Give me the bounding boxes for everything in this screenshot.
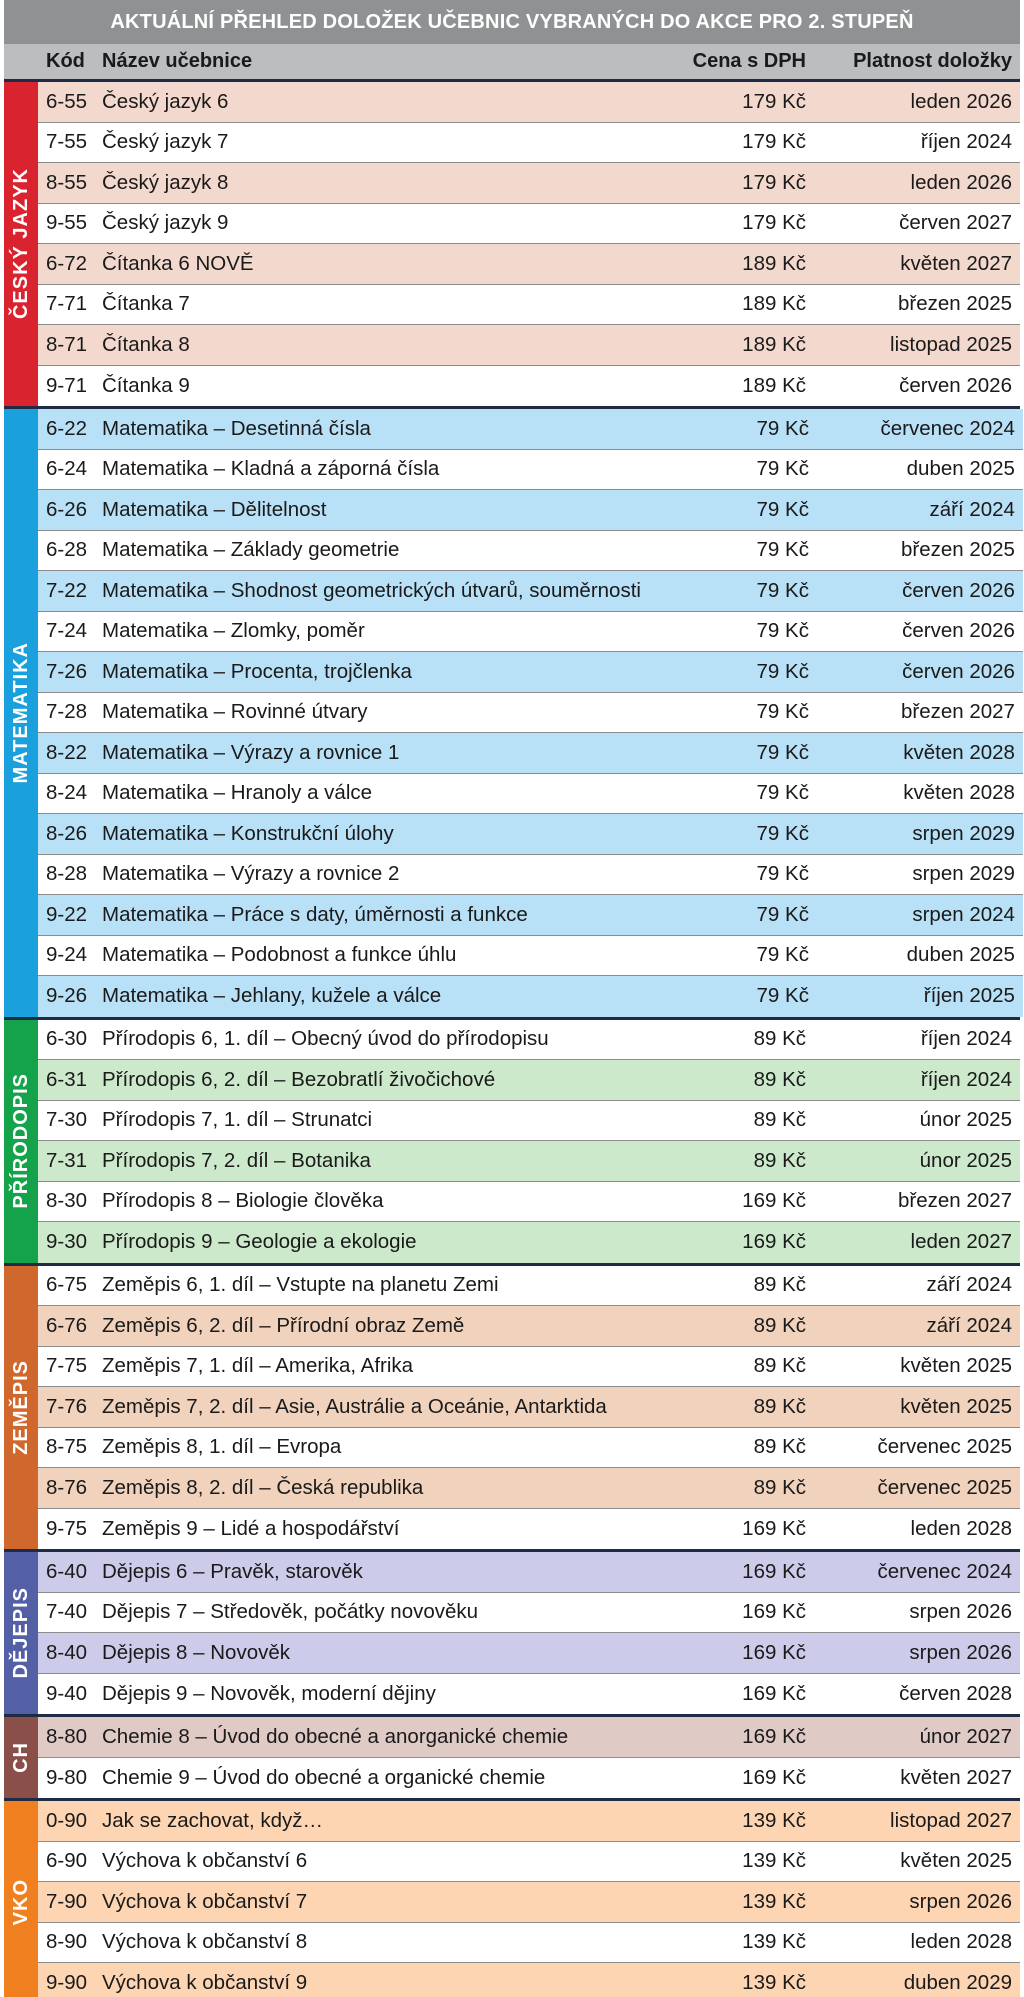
cell-price: 89 Kč xyxy=(753,1273,806,1297)
cell-price: 169 Kč xyxy=(742,1600,806,1624)
cell-name: Matematika – Konstrukční úlohy xyxy=(102,821,394,845)
cell-code: 6-40 xyxy=(46,1559,88,1583)
cell-name: Přírodopis 9 – Geologie a ekologie xyxy=(102,1230,417,1254)
cell-name: Dějepis 7 – Středověk, počátky novověku xyxy=(102,1600,479,1624)
section-label-text: MATEMATIKA xyxy=(9,642,32,784)
cell-code: 8-55 xyxy=(46,170,88,194)
cell-validity: duben 2025 xyxy=(906,943,1015,967)
cell-validity: září 2024 xyxy=(926,1313,1012,1337)
cell-name: Zeměpis 7, 1. díl – Amerika, Afrika xyxy=(102,1354,414,1378)
section-rows xyxy=(38,1266,1020,1550)
cell-name: Zeměpis 8, 1. díl – Evropa xyxy=(102,1435,342,1459)
table-row xyxy=(38,1801,1020,1842)
cell-code: 6-90 xyxy=(46,1849,88,1873)
cell-code: 6-31 xyxy=(46,1067,88,1091)
cell-validity: červen 2027 xyxy=(899,211,1012,235)
cell-price: 189 Kč xyxy=(742,373,806,397)
table-row xyxy=(38,244,1020,285)
table-row xyxy=(38,1633,1020,1674)
table-row xyxy=(38,1347,1020,1388)
section-label-text: ČESKÝ JAZYK xyxy=(9,168,32,320)
cell-code: 7-28 xyxy=(46,700,88,724)
table-row xyxy=(38,652,1023,693)
table-row xyxy=(38,163,1020,204)
cell-validity: říjen 2024 xyxy=(920,1067,1012,1091)
cell-price: 79 Kč xyxy=(756,902,809,926)
table-row xyxy=(38,1428,1020,1469)
cell-code: 7-24 xyxy=(46,619,88,643)
cell-code: 8-75 xyxy=(46,1435,88,1459)
cell-validity: červen 2026 xyxy=(902,659,1015,683)
cell-name: Matematika – Základy geometrie xyxy=(102,538,400,562)
cell-name: Čítanka 8 xyxy=(102,332,190,356)
cell-price: 79 Kč xyxy=(756,984,809,1008)
cell-price: 89 Kč xyxy=(753,1354,806,1378)
cell-code: 7-40 xyxy=(46,1600,88,1624)
cell-price: 169 Kč xyxy=(742,1640,806,1664)
table-row xyxy=(38,814,1023,855)
cell-validity: červenec 2025 xyxy=(877,1435,1012,1459)
cell-name: Přírodopis 7, 2. díl – Botanika xyxy=(102,1148,371,1172)
cell-price: 89 Kč xyxy=(753,1148,806,1172)
cell-price: 79 Kč xyxy=(756,538,809,562)
section-label xyxy=(4,1266,38,1550)
cell-validity: leden 2026 xyxy=(910,89,1012,113)
cell-name: Zeměpis 9 – Lidé a hospodářství xyxy=(102,1516,400,1540)
cell-validity: duben 2025 xyxy=(906,457,1015,481)
cell-price: 79 Kč xyxy=(756,862,809,886)
header-name: Název učebnice xyxy=(102,50,253,72)
cell-code: 9-90 xyxy=(46,1971,88,1995)
section-label-text: CH xyxy=(9,1742,32,1773)
cell-name: Český jazyk 6 xyxy=(102,89,229,113)
cell-code: 6-28 xyxy=(46,538,88,562)
cell-price: 189 Kč xyxy=(742,251,806,275)
section-rows xyxy=(38,1020,1020,1263)
cell-name: Matematika – Shodnost geometrických útvarů, souměrnosti xyxy=(102,578,641,602)
cell-name: Matematika – Rovinné útvary xyxy=(102,700,368,724)
cell-validity: červenec 2024 xyxy=(880,416,1015,440)
section-rows xyxy=(38,82,1020,406)
table-row xyxy=(38,531,1023,572)
cell-price: 89 Kč xyxy=(753,1027,806,1051)
table-row xyxy=(38,82,1020,123)
table-row xyxy=(38,693,1023,734)
cell-price: 179 Kč xyxy=(742,170,806,194)
table-row xyxy=(38,490,1023,531)
cell-name: Jak se zachovat, když… xyxy=(102,1808,324,1832)
cell-price: 169 Kč xyxy=(742,1516,806,1540)
cell-price: 139 Kč xyxy=(742,1849,806,1873)
cell-code: 6-26 xyxy=(46,497,88,521)
cell-name: Matematika – Dělitelnost xyxy=(102,497,327,521)
cell-name: Výchova k občanství 9 xyxy=(102,1971,308,1995)
section-rows xyxy=(38,1717,1020,1798)
cell-code: 7-31 xyxy=(46,1148,88,1172)
table-row xyxy=(38,855,1023,896)
cell-code: 6-24 xyxy=(46,457,88,481)
cell-name: Přírodopis 8 – Biologie člověka xyxy=(102,1189,384,1213)
cell-validity: květen 2025 xyxy=(900,1849,1012,1873)
table-row xyxy=(38,325,1020,366)
cell-validity: listopad 2027 xyxy=(890,1808,1012,1832)
section-label xyxy=(4,1020,38,1263)
cell-code: 8-80 xyxy=(46,1724,88,1748)
cell-name: Matematika – Výrazy a rovnice 2 xyxy=(102,862,400,886)
cell-code: 7-76 xyxy=(46,1394,88,1418)
cell-price: 179 Kč xyxy=(742,89,806,113)
table-row xyxy=(38,1842,1020,1883)
header-code: Kód xyxy=(46,50,85,72)
cell-validity: srpen 2026 xyxy=(909,1889,1012,1913)
cell-price: 189 Kč xyxy=(742,332,806,356)
cell-validity: květen 2025 xyxy=(900,1394,1012,1418)
cell-validity: duben 2029 xyxy=(903,1971,1012,1995)
cell-name: Přírodopis 6, 2. díl – Bezobratlí živočichové xyxy=(102,1067,496,1091)
section-rows xyxy=(38,409,1023,1017)
header-validity: Platnost doložky xyxy=(853,50,1012,72)
table-row xyxy=(38,936,1023,977)
cell-validity: březen 2025 xyxy=(900,538,1015,562)
cell-name: Matematika – Kladná a záporná čísla xyxy=(102,457,440,481)
cell-validity: květen 2027 xyxy=(900,1765,1012,1789)
subject-section xyxy=(4,409,1020,1020)
table-row xyxy=(38,1060,1020,1101)
cell-validity: srpen 2026 xyxy=(909,1640,1012,1664)
subject-section xyxy=(4,1801,1020,1997)
section-label xyxy=(4,1552,38,1714)
cell-name: Přírodopis 6, 1. díl – Obecný úvod do přírodopisu xyxy=(102,1027,549,1051)
subject-section xyxy=(4,82,1020,409)
cell-code: 9-40 xyxy=(46,1681,88,1705)
section-label-text: PŘÍRODOPIS xyxy=(9,1073,32,1209)
table-row xyxy=(38,612,1023,653)
table-row xyxy=(38,895,1023,936)
cell-price: 169 Kč xyxy=(742,1765,806,1789)
section-rows xyxy=(38,1801,1020,1997)
cell-name: Čítanka 9 xyxy=(102,373,190,397)
cell-code: 9-80 xyxy=(46,1765,88,1789)
cell-code: 8-28 xyxy=(46,862,88,886)
cell-price: 79 Kč xyxy=(756,578,809,602)
cell-price: 89 Kč xyxy=(753,1313,806,1337)
cell-validity: červenec 2025 xyxy=(877,1475,1012,1499)
cell-validity: leden 2026 xyxy=(910,170,1012,194)
cell-code: 6-30 xyxy=(46,1027,88,1051)
cell-price: 139 Kč xyxy=(742,1930,806,1954)
cell-validity: listopad 2025 xyxy=(890,332,1012,356)
cell-price: 79 Kč xyxy=(756,497,809,521)
section-label xyxy=(4,1717,38,1798)
cell-validity: srpen 2024 xyxy=(912,902,1015,926)
cell-code: 9-30 xyxy=(46,1230,88,1254)
cell-price: 179 Kč xyxy=(742,211,806,235)
cell-price: 169 Kč xyxy=(742,1559,806,1583)
cell-validity: květen 2025 xyxy=(900,1354,1012,1378)
cell-name: Matematika – Desetinná čísla xyxy=(102,416,371,440)
section-label-text: VKO xyxy=(9,1879,32,1926)
cell-code: 8-40 xyxy=(46,1640,88,1664)
cell-price: 79 Kč xyxy=(756,416,809,440)
section-label xyxy=(4,1801,38,1997)
cell-validity: červen 2026 xyxy=(902,578,1015,602)
cell-code: 6-76 xyxy=(46,1313,88,1337)
section-label-text: DĚJEPIS xyxy=(9,1587,32,1679)
cell-price: 79 Kč xyxy=(756,659,809,683)
subject-section xyxy=(4,1020,1020,1266)
cell-price: 79 Kč xyxy=(756,821,809,845)
cell-validity: srpen 2029 xyxy=(912,862,1015,886)
cell-code: 0-90 xyxy=(46,1808,88,1832)
cell-price: 169 Kč xyxy=(742,1681,806,1705)
section-label xyxy=(4,409,38,1017)
cell-code: 9-55 xyxy=(46,211,88,235)
page-title: AKTUÁLNÍ PŘEHLED DOLOŽEK UČEBNIC VYBRANÝCH DO AKCE PRO 2. STUPEŇ xyxy=(4,0,1020,44)
cell-name: Matematika – Jehlany, kužele a válce xyxy=(102,984,442,1008)
table-row xyxy=(38,1182,1020,1223)
cell-price: 89 Kč xyxy=(753,1067,806,1091)
table-row xyxy=(38,1306,1020,1347)
section-rows xyxy=(38,1552,1020,1714)
cell-validity: květen 2027 xyxy=(900,251,1012,275)
cell-price: 169 Kč xyxy=(742,1724,806,1748)
cell-price: 79 Kč xyxy=(756,619,809,643)
cell-code: 9-26 xyxy=(46,984,88,1008)
cell-validity: březen 2027 xyxy=(900,700,1015,724)
cell-validity: březen 2027 xyxy=(898,1189,1012,1213)
cell-code: 6-72 xyxy=(46,251,88,275)
table-row xyxy=(38,774,1023,815)
cell-validity: únor 2025 xyxy=(919,1108,1012,1132)
cell-validity: říjen 2024 xyxy=(920,1027,1012,1051)
cell-price: 139 Kč xyxy=(742,1971,806,1995)
cell-price: 89 Kč xyxy=(753,1394,806,1418)
table-row xyxy=(38,976,1023,1017)
cell-name: Matematika – Práce s daty, úměrnosti a funkce xyxy=(102,902,528,926)
table-row xyxy=(38,1387,1020,1428)
cell-code: 8-76 xyxy=(46,1475,88,1499)
table-row xyxy=(38,285,1020,326)
table-row xyxy=(38,409,1023,450)
table-row xyxy=(38,1717,1020,1758)
cell-name: Dějepis 9 – Novověk, moderní dějiny xyxy=(102,1681,436,1705)
cell-validity: říjen 2024 xyxy=(920,130,1012,154)
table-row xyxy=(38,1101,1020,1142)
table-row xyxy=(38,1020,1020,1061)
cell-price: 169 Kč xyxy=(742,1189,806,1213)
cell-name: Český jazyk 7 xyxy=(102,130,229,154)
cell-validity: srpen 2026 xyxy=(909,1600,1012,1624)
table-row xyxy=(38,1923,1020,1964)
table-row xyxy=(38,1674,1020,1715)
cell-validity: únor 2027 xyxy=(919,1724,1012,1748)
cell-validity: září 2024 xyxy=(929,497,1015,521)
cell-code: 9-71 xyxy=(46,373,88,397)
cell-validity: květen 2028 xyxy=(903,781,1015,805)
cell-code: 7-75 xyxy=(46,1354,88,1378)
cell-validity: leden 2028 xyxy=(910,1930,1012,1954)
subject-section xyxy=(4,1552,1020,1717)
cell-code: 6-22 xyxy=(46,416,88,440)
table-row xyxy=(38,1266,1020,1307)
table-body xyxy=(4,82,1020,1997)
cell-code: 7-30 xyxy=(46,1108,88,1132)
cell-price: 79 Kč xyxy=(756,781,809,805)
cell-name: Matematika – Výrazy a rovnice 1 xyxy=(102,740,400,764)
cell-price: 89 Kč xyxy=(753,1475,806,1499)
cell-price: 79 Kč xyxy=(756,740,809,764)
cell-price: 79 Kč xyxy=(756,700,809,724)
cell-code: 9-22 xyxy=(46,902,88,926)
cell-price: 139 Kč xyxy=(742,1808,806,1832)
cell-code: 7-71 xyxy=(46,292,88,316)
cell-name: Chemie 8 – Úvod do obecné a anorganické chemie xyxy=(102,1724,569,1748)
cell-name: Čítanka 6 NOVĚ xyxy=(102,251,254,275)
table-row xyxy=(38,1593,1020,1634)
cell-name: Zeměpis 7, 2. díl – Asie, Austrálie a Oceánie, Antarktida xyxy=(102,1394,607,1418)
cell-name: Dějepis 8 – Novověk xyxy=(102,1640,291,1664)
table-header xyxy=(4,44,1020,82)
cell-code: 7-22 xyxy=(46,578,88,602)
table-row xyxy=(38,1509,1020,1550)
cell-validity: březen 2025 xyxy=(898,292,1012,316)
cell-validity: červenec 2024 xyxy=(877,1559,1012,1583)
cell-code: 7-26 xyxy=(46,659,88,683)
cell-name: Přírodopis 7, 1. díl – Strunatci xyxy=(102,1108,373,1132)
cell-name: Chemie 9 – Úvod do obecné a organické chemie xyxy=(102,1765,546,1789)
cell-price: 79 Kč xyxy=(756,457,809,481)
cell-code: 9-75 xyxy=(46,1516,88,1540)
table-row xyxy=(38,450,1023,491)
table-row xyxy=(38,1222,1020,1263)
cell-name: Matematika – Procenta, trojčlenka xyxy=(102,659,412,683)
subject-section xyxy=(4,1717,1020,1801)
cell-code: 8-90 xyxy=(46,1930,88,1954)
cell-name: Zeměpis 8, 2. díl – Česká republika xyxy=(102,1475,424,1499)
cell-code: 8-71 xyxy=(46,332,88,356)
cell-validity: červen 2028 xyxy=(899,1681,1012,1705)
cell-code: 8-22 xyxy=(46,740,88,764)
table-row xyxy=(38,1141,1020,1182)
cell-code: 9-24 xyxy=(46,943,88,967)
cell-price: 169 Kč xyxy=(742,1230,806,1254)
section-label-text: ZEMĚPIS xyxy=(9,1359,32,1455)
table-row xyxy=(38,1468,1020,1509)
subject-section xyxy=(4,1266,1020,1553)
cell-validity: leden 2027 xyxy=(910,1230,1012,1254)
cell-validity: srpen 2029 xyxy=(912,821,1015,845)
cell-name: Výchova k občanství 7 xyxy=(102,1889,308,1913)
header-price: Cena s DPH xyxy=(692,50,806,72)
table-row xyxy=(38,366,1020,407)
table-row xyxy=(38,1552,1020,1593)
cell-name: Matematika – Podobnost a funkce úhlu xyxy=(102,943,457,967)
cell-price: 139 Kč xyxy=(742,1889,806,1913)
table-row xyxy=(38,204,1020,245)
table-row xyxy=(38,1963,1020,1997)
cell-validity: říjen 2025 xyxy=(923,984,1015,1008)
cell-name: Zeměpis 6, 1. díl – Vstupte na planetu Zemi xyxy=(102,1273,499,1297)
cell-price: 89 Kč xyxy=(753,1108,806,1132)
cell-name: Český jazyk 8 xyxy=(102,170,229,194)
section-label xyxy=(4,82,38,406)
table-row xyxy=(38,123,1020,164)
cell-price: 89 Kč xyxy=(753,1435,806,1459)
cell-code: 6-55 xyxy=(46,89,88,113)
cell-validity: květen 2028 xyxy=(903,740,1015,764)
cell-validity: červen 2026 xyxy=(899,373,1012,397)
cell-name: Zeměpis 6, 2. díl – Přírodní obraz Země xyxy=(102,1313,465,1337)
cell-code: 7-55 xyxy=(46,130,88,154)
cell-price: 79 Kč xyxy=(756,943,809,967)
cell-validity: únor 2025 xyxy=(919,1148,1012,1172)
cell-code: 8-30 xyxy=(46,1189,88,1213)
cell-code: 6-75 xyxy=(46,1273,88,1297)
cell-code: 7-90 xyxy=(46,1889,88,1913)
cell-name: Čítanka 7 xyxy=(102,292,190,316)
cell-validity: září 2024 xyxy=(926,1273,1012,1297)
table-row xyxy=(38,1758,1020,1799)
cell-name: Výchova k občanství 8 xyxy=(102,1930,308,1954)
cell-validity: leden 2028 xyxy=(910,1516,1012,1540)
table-row xyxy=(38,1882,1020,1923)
cell-price: 179 Kč xyxy=(742,130,806,154)
table-row xyxy=(38,733,1023,774)
cell-name: Matematika – Zlomky, poměr xyxy=(102,619,365,643)
cell-name: Dějepis 6 – Pravěk, starověk xyxy=(102,1559,363,1583)
cell-code: 8-26 xyxy=(46,821,88,845)
table-row xyxy=(38,571,1023,612)
cell-validity: červen 2026 xyxy=(902,619,1015,643)
cell-name: Matematika – Hranoly a válce xyxy=(102,781,373,805)
cell-price: 189 Kč xyxy=(742,292,806,316)
cell-code: 8-24 xyxy=(46,781,88,805)
cell-name: Český jazyk 9 xyxy=(102,211,229,235)
cell-name: Výchova k občanství 6 xyxy=(102,1849,308,1873)
